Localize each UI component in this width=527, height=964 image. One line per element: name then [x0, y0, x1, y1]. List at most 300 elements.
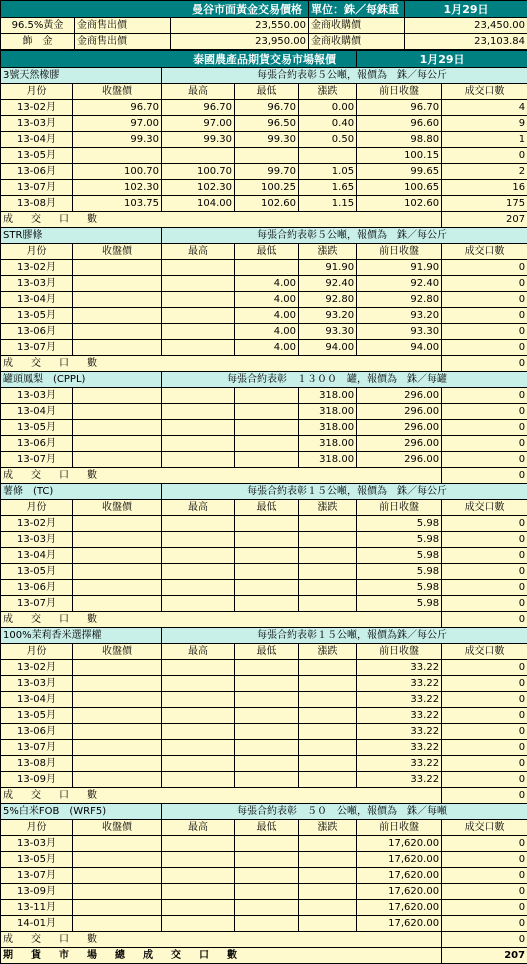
table-row	[1, 308, 527, 324]
value-cell	[162, 756, 235, 772]
table-row	[1, 516, 527, 532]
value-cell	[235, 756, 299, 772]
value-cell	[235, 404, 299, 420]
value-cell: 104.00	[162, 196, 235, 212]
table-row	[1, 724, 527, 740]
table-row	[1, 196, 527, 212]
value-cell: 33.22	[357, 660, 442, 676]
month-cell: 13-07月	[1, 868, 73, 884]
total-value: 0	[442, 788, 527, 804]
table-row	[1, 116, 527, 132]
value-cell: 175	[442, 196, 527, 212]
value-cell: 17,620.00	[357, 868, 442, 884]
section-header	[1, 804, 527, 820]
value-cell: 0	[442, 404, 527, 420]
value-cell	[299, 868, 357, 884]
column-header: 最高	[162, 500, 235, 516]
value-cell: 0	[442, 756, 527, 772]
gold-buy-label: 金商收購價	[309, 18, 405, 34]
value-cell	[299, 564, 357, 580]
value-cell: 102.60	[235, 196, 299, 212]
month-cell: 13-03月	[1, 388, 73, 404]
value-cell: 96.50	[235, 116, 299, 132]
table-row	[1, 276, 527, 292]
column-header-row	[1, 820, 527, 836]
table-row	[1, 868, 527, 884]
value-cell: 4.00	[235, 276, 299, 292]
value-cell	[73, 836, 162, 852]
value-cell	[299, 676, 357, 692]
column-header: 前日收盤	[357, 84, 442, 100]
table-row	[1, 260, 527, 276]
value-cell	[162, 772, 235, 788]
value-cell: 0	[442, 324, 527, 340]
futures-date: 1月29日	[357, 51, 527, 68]
value-cell	[299, 852, 357, 868]
table-row	[1, 388, 527, 404]
column-header: 收盤價	[73, 244, 162, 260]
table-row	[1, 132, 527, 148]
section-header	[1, 68, 527, 84]
value-cell	[235, 692, 299, 708]
value-cell: 0	[442, 308, 527, 324]
value-cell	[73, 660, 162, 676]
value-cell: 97.00	[73, 116, 162, 132]
value-cell: 33.22	[357, 692, 442, 708]
value-cell	[73, 324, 162, 340]
value-cell	[73, 292, 162, 308]
total-value: 0	[442, 612, 527, 628]
section-header	[1, 628, 527, 644]
table-row	[1, 404, 527, 420]
value-cell: 1.15	[299, 196, 357, 212]
value-cell	[299, 148, 357, 164]
total-value: 0	[442, 932, 527, 948]
value-cell: 17,620.00	[357, 916, 442, 932]
value-cell	[73, 148, 162, 164]
value-cell	[235, 884, 299, 900]
value-cell	[73, 532, 162, 548]
table-row	[1, 900, 527, 916]
value-cell	[235, 564, 299, 580]
section-name: 薯條 (TC)	[1, 484, 162, 500]
value-cell	[299, 884, 357, 900]
section-header	[1, 484, 527, 500]
grand-total-label: 期 貨 市 場 總 成 交 口 數	[1, 948, 442, 964]
value-cell	[73, 580, 162, 596]
column-header: 前日收盤	[357, 244, 442, 260]
value-cell: 17,620.00	[357, 852, 442, 868]
total-value: 0	[442, 356, 527, 372]
value-cell: 96.70	[357, 100, 442, 116]
table-row	[1, 420, 527, 436]
value-cell	[162, 388, 235, 404]
section-name: STR膠條	[1, 228, 162, 244]
value-cell: 0	[442, 676, 527, 692]
value-cell	[73, 884, 162, 900]
column-header: 最高	[162, 820, 235, 836]
section-total-row	[1, 356, 527, 372]
value-cell: 0	[442, 836, 527, 852]
value-cell	[299, 916, 357, 932]
value-cell: 96.70	[235, 100, 299, 116]
value-cell: 0	[442, 452, 527, 468]
value-cell	[235, 724, 299, 740]
value-cell: 100.25	[235, 180, 299, 196]
month-cell: 13-05月	[1, 308, 73, 324]
value-cell	[73, 404, 162, 420]
month-cell: 13-05月	[1, 148, 73, 164]
column-header-row	[1, 500, 527, 516]
gold-price-table	[0, 0, 527, 50]
value-cell: 99.65	[357, 164, 442, 180]
value-cell	[235, 868, 299, 884]
futures-title: 泰國農產品期貨交易市場報價	[1, 51, 357, 68]
value-cell: 0	[442, 740, 527, 756]
value-cell: 100.70	[73, 164, 162, 180]
gold-unit: 單位：銖／每銖重	[309, 1, 405, 18]
table-row	[1, 100, 527, 116]
value-cell: 0	[442, 900, 527, 916]
value-cell	[162, 852, 235, 868]
value-cell	[162, 596, 235, 612]
gold-title: 曼谷市面黃金交易價格	[1, 1, 309, 18]
value-cell	[162, 420, 235, 436]
value-cell: 296.00	[357, 404, 442, 420]
value-cell: 1.65	[299, 180, 357, 196]
value-cell	[162, 916, 235, 932]
value-cell	[162, 580, 235, 596]
value-cell: 94.00	[357, 340, 442, 356]
value-cell: 93.30	[357, 324, 442, 340]
value-cell: 5.98	[357, 596, 442, 612]
column-header: 收盤價	[73, 644, 162, 660]
value-cell: 0	[442, 532, 527, 548]
value-cell: 4.00	[235, 340, 299, 356]
column-header: 成交口數	[442, 500, 527, 516]
value-cell	[235, 916, 299, 932]
futures-header	[1, 51, 527, 68]
gold-row	[1, 34, 527, 50]
value-cell	[73, 420, 162, 436]
value-cell	[162, 340, 235, 356]
value-cell: 4.00	[235, 292, 299, 308]
table-row	[1, 564, 527, 580]
value-cell: 33.22	[357, 708, 442, 724]
column-header-row	[1, 84, 527, 100]
value-cell: 4.00	[235, 308, 299, 324]
column-header: 成交口數	[442, 820, 527, 836]
value-cell: 0	[442, 772, 527, 788]
value-cell	[73, 740, 162, 756]
value-cell	[162, 404, 235, 420]
value-cell	[235, 836, 299, 852]
month-cell: 13-05月	[1, 852, 73, 868]
column-header: 最高	[162, 644, 235, 660]
value-cell: 17,620.00	[357, 900, 442, 916]
value-cell	[73, 308, 162, 324]
value-cell	[235, 596, 299, 612]
value-cell: 100.70	[162, 164, 235, 180]
table-row	[1, 852, 527, 868]
value-cell	[73, 852, 162, 868]
month-cell: 13-08月	[1, 756, 73, 772]
section-total-row	[1, 932, 527, 948]
value-cell	[235, 388, 299, 404]
value-cell: 5.98	[357, 564, 442, 580]
month-cell: 13-03月	[1, 836, 73, 852]
value-cell: 93.20	[357, 308, 442, 324]
table-row	[1, 596, 527, 612]
value-cell: 2	[442, 164, 527, 180]
value-cell: 9	[442, 116, 527, 132]
gold-sell-label: 金商售出價	[75, 34, 171, 50]
value-cell: 296.00	[357, 436, 442, 452]
value-cell: 0	[442, 868, 527, 884]
total-label: 成 交 口 數	[1, 788, 442, 804]
value-cell	[235, 532, 299, 548]
month-cell: 13-07月	[1, 340, 73, 356]
gold-header	[1, 1, 527, 18]
value-cell	[162, 868, 235, 884]
value-cell	[162, 548, 235, 564]
grand-total-row	[1, 948, 527, 964]
value-cell: 4	[442, 100, 527, 116]
value-cell	[73, 676, 162, 692]
value-cell	[235, 772, 299, 788]
section-name: 5%白米FOB (WRF5)	[1, 804, 162, 820]
value-cell: 102.30	[162, 180, 235, 196]
value-cell: 102.30	[73, 180, 162, 196]
value-cell	[299, 692, 357, 708]
month-cell: 13-09月	[1, 772, 73, 788]
gold-date: 1月29日	[405, 1, 527, 18]
section-spec: 每張合約表彰１５公噸，報價為銖／每公斤	[162, 628, 527, 644]
value-cell	[73, 900, 162, 916]
grand-total-value: 207	[442, 948, 527, 964]
value-cell	[73, 340, 162, 356]
table-row	[1, 148, 527, 164]
value-cell	[162, 740, 235, 756]
table-row	[1, 676, 527, 692]
gold-sell-label: 金商售出價	[75, 18, 171, 34]
column-header: 前日收盤	[357, 644, 442, 660]
value-cell: 0	[442, 852, 527, 868]
value-cell: 102.60	[357, 196, 442, 212]
column-header: 最高	[162, 84, 235, 100]
section-total-row	[1, 788, 527, 804]
month-cell: 13-07月	[1, 740, 73, 756]
value-cell: 0	[442, 388, 527, 404]
column-header: 漲跌	[299, 500, 357, 516]
section-total-row	[1, 612, 527, 628]
section-header	[1, 228, 527, 244]
month-cell: 13-06月	[1, 580, 73, 596]
value-cell	[235, 148, 299, 164]
value-cell	[299, 516, 357, 532]
table-row	[1, 452, 527, 468]
value-cell: 96.70	[162, 100, 235, 116]
value-cell: 296.00	[357, 388, 442, 404]
column-header: 成交口數	[442, 644, 527, 660]
value-cell	[73, 260, 162, 276]
value-cell	[235, 420, 299, 436]
value-cell: 99.30	[162, 132, 235, 148]
gold-name: 飾 金	[1, 34, 75, 50]
month-cell: 13-03月	[1, 276, 73, 292]
table-row	[1, 436, 527, 452]
value-cell: 16	[442, 180, 527, 196]
value-cell: 0	[442, 260, 527, 276]
month-cell: 13-02月	[1, 516, 73, 532]
gold-row	[1, 18, 527, 34]
value-cell: 318.00	[299, 420, 357, 436]
value-cell: 33.22	[357, 676, 442, 692]
table-row	[1, 292, 527, 308]
value-cell	[73, 388, 162, 404]
value-cell	[162, 436, 235, 452]
value-cell	[235, 580, 299, 596]
column-header: 漲跌	[299, 820, 357, 836]
section-name: 3號天然橡膠	[1, 68, 162, 84]
value-cell: 0	[442, 884, 527, 900]
section-name: 100%茉莉香米選擇權	[1, 628, 162, 644]
value-cell: 99.30	[73, 132, 162, 148]
value-cell	[73, 596, 162, 612]
value-cell: 92.40	[299, 276, 357, 292]
value-cell: 0	[442, 340, 527, 356]
section-spec: 每張合約表彰 ５０ 公噸，報價為 銖／每噸	[162, 804, 527, 820]
column-header: 前日收盤	[357, 500, 442, 516]
column-header: 月份	[1, 84, 73, 100]
month-cell: 13-04月	[1, 132, 73, 148]
month-cell: 13-04月	[1, 404, 73, 420]
value-cell: 0	[442, 660, 527, 676]
value-cell	[162, 532, 235, 548]
value-cell: 91.90	[299, 260, 357, 276]
value-cell	[162, 676, 235, 692]
value-cell	[73, 916, 162, 932]
value-cell	[73, 724, 162, 740]
column-header: 成交口數	[442, 244, 527, 260]
total-label: 成 交 口 數	[1, 356, 442, 372]
value-cell: 92.40	[357, 276, 442, 292]
value-cell: 318.00	[299, 404, 357, 420]
gold-buy-value: 23,103.84	[405, 34, 527, 50]
month-cell: 13-06月	[1, 164, 73, 180]
value-cell	[299, 660, 357, 676]
section-spec: 每張合約表彰１５公噸，報價為 銖／每公斤	[162, 484, 527, 500]
value-cell: 0	[442, 436, 527, 452]
value-cell	[299, 756, 357, 772]
column-header: 前日收盤	[357, 820, 442, 836]
column-header: 最低	[235, 84, 299, 100]
value-cell	[73, 708, 162, 724]
value-cell	[299, 548, 357, 564]
value-cell	[162, 324, 235, 340]
month-cell: 13-02月	[1, 260, 73, 276]
value-cell: 0	[442, 548, 527, 564]
month-cell: 13-11月	[1, 900, 73, 916]
table-row	[1, 580, 527, 596]
value-cell	[73, 548, 162, 564]
value-cell	[73, 868, 162, 884]
value-cell	[235, 436, 299, 452]
value-cell: 0.50	[299, 132, 357, 148]
value-cell: 33.22	[357, 740, 442, 756]
column-header: 最低	[235, 644, 299, 660]
value-cell: 96.60	[357, 116, 442, 132]
gold-buy-label: 金商收購價	[309, 34, 405, 50]
value-cell	[299, 772, 357, 788]
value-cell: 5.98	[357, 580, 442, 596]
column-header: 最低	[235, 820, 299, 836]
value-cell: 318.00	[299, 388, 357, 404]
futures-table	[0, 50, 527, 964]
value-cell	[299, 708, 357, 724]
value-cell	[73, 276, 162, 292]
section-header	[1, 372, 527, 388]
table-row	[1, 916, 527, 932]
column-header: 月份	[1, 500, 73, 516]
value-cell	[162, 276, 235, 292]
value-cell	[73, 516, 162, 532]
value-cell: 5.98	[357, 516, 442, 532]
value-cell: 91.90	[357, 260, 442, 276]
value-cell: 0	[442, 516, 527, 532]
table-row	[1, 164, 527, 180]
value-cell: 103.75	[73, 196, 162, 212]
section-spec: 每張合約表彰５公噸，報價為 銖／每公斤	[162, 228, 527, 244]
value-cell	[162, 452, 235, 468]
table-row	[1, 884, 527, 900]
value-cell: 99.30	[235, 132, 299, 148]
value-cell	[235, 708, 299, 724]
month-cell: 13-07月	[1, 180, 73, 196]
value-cell	[73, 756, 162, 772]
total-value: 0	[442, 468, 527, 484]
value-cell	[162, 292, 235, 308]
month-cell: 13-07月	[1, 596, 73, 612]
value-cell: 93.20	[299, 308, 357, 324]
value-cell: 97.00	[162, 116, 235, 132]
value-cell	[162, 900, 235, 916]
column-header: 收盤價	[73, 820, 162, 836]
month-cell: 13-05月	[1, 420, 73, 436]
value-cell: 93.30	[299, 324, 357, 340]
month-cell: 13-08月	[1, 196, 73, 212]
month-cell: 13-02月	[1, 100, 73, 116]
value-cell	[235, 548, 299, 564]
value-cell: 1	[442, 132, 527, 148]
total-value: 207	[442, 212, 527, 228]
value-cell	[73, 772, 162, 788]
column-header: 漲跌	[299, 644, 357, 660]
section-name: 罐頭鳳梨 (CPPL)	[1, 372, 162, 388]
value-cell: 5.98	[357, 532, 442, 548]
value-cell	[162, 724, 235, 740]
gold-sell-value: 23,950.00	[171, 34, 309, 50]
column-header: 收盤價	[73, 500, 162, 516]
column-header: 月份	[1, 644, 73, 660]
value-cell: 0	[442, 692, 527, 708]
value-cell	[299, 596, 357, 612]
total-label: 成 交 口 數	[1, 932, 442, 948]
table-row	[1, 660, 527, 676]
value-cell	[235, 900, 299, 916]
value-cell	[162, 308, 235, 324]
month-cell: 13-05月	[1, 708, 73, 724]
